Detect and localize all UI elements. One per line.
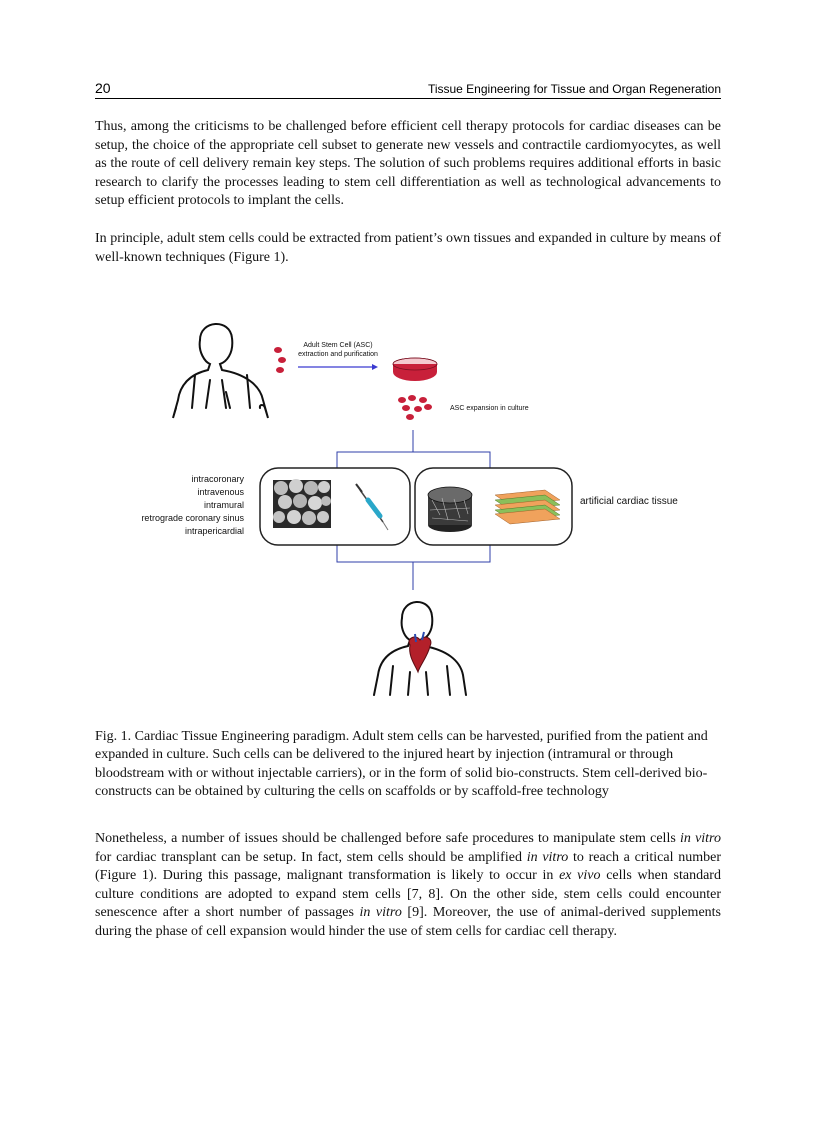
figure-1-diagram bbox=[110, 300, 710, 710]
artificial-tissue-label: artificial cardiac tissue bbox=[580, 496, 678, 507]
page-number: 20 bbox=[95, 80, 111, 96]
route-label: retrograde coronary sinus bbox=[141, 513, 244, 523]
syringe-icon bbox=[356, 484, 388, 530]
italic-term: in vitro bbox=[526, 849, 569, 865]
extracted-cells bbox=[274, 347, 286, 373]
italic-term: in vitro bbox=[679, 831, 721, 846]
extraction-label-2: extraction and purification bbox=[298, 351, 378, 358]
running-title: Tissue Engineering for Tissue and Organ Regeneration bbox=[427, 82, 721, 96]
body-paragraph-2: In principle, adult stem cells could be extracted from patient’s own tissues and expanded in culture by means of well-known techniques (Figure 1). bbox=[95, 231, 721, 265]
cell bbox=[276, 367, 284, 373]
text-run: for cardiac transplant can be setup. In fact, stem cells should be amplified bbox=[95, 849, 527, 865]
extraction-arrowhead bbox=[372, 364, 378, 370]
italic-term: in vitro bbox=[359, 905, 402, 921]
text-run: to reach a critical number (Figure 1). During this passage, malignant transformation is likely to occur in bbox=[95, 849, 722, 884]
cell bbox=[274, 347, 282, 353]
layered-tissue-icon bbox=[495, 490, 560, 524]
body-paragraph-3 bbox=[95, 830, 721, 942]
delivery-routes bbox=[141, 474, 244, 536]
page-header bbox=[95, 80, 721, 99]
route-label: intracoronary bbox=[191, 474, 244, 484]
italic-term: ex vivo bbox=[559, 868, 601, 884]
route-label: intramural bbox=[203, 500, 244, 510]
microspheres-icon bbox=[273, 479, 331, 528]
expansion-label: ASC expansion in culture bbox=[450, 405, 529, 412]
text-run: cells when standard culture conditions are adopted to expand stem cells [7, 8]. On the other side, stem cells could encounter senescence after a short number of passages bbox=[95, 868, 721, 921]
body-paragraph-1: Thus, among the criticisms to be challenged before efficient cell therapy protocols for cardiac diseases can be setup, the choice of the appropriate cell subset to generate new vessels and contractile cardiomyocytes, as well as the route of cell delivery remain key steps. The solution of such problems requires additional efforts in basic research to clarify the processes leading to stem cell differentiation as well as technological advancements to setup efficient protocols to implant the cells. bbox=[95, 119, 721, 209]
extraction-label-1: Adult Stem Cell (ASC) bbox=[303, 342, 373, 349]
figure-caption: Fig. 1. Cardiac Tissue Engineering paradigm. Adult stem cells can be harvested, purified from the patient and expanded in culture. Such cells can be delivered to the injured heart by injection (intramural or through bloodstream with or without injectable carriers), or in the form of solid bio-constructs. Stem cell-derived bio-constructs can be obtained by culturing the cells on scaffolds or by scaffold-free technology bbox=[95, 729, 708, 800]
route-label: intrapericardial bbox=[184, 526, 244, 536]
text-run: [9]. Moreover, the use of animal-derived supplements during the phase of cell expansion would hinder the use of stem cells for cardiac cell therapy. bbox=[95, 905, 722, 939]
scaffold-icon bbox=[428, 487, 472, 532]
cell bbox=[278, 357, 286, 363]
figure-1 bbox=[110, 300, 710, 710]
heart-icon bbox=[409, 632, 431, 672]
culture-dish-icon bbox=[393, 358, 437, 381]
patient-silhouette-top bbox=[173, 324, 268, 418]
route-label: intravenous bbox=[197, 487, 244, 497]
expanded-cells bbox=[398, 395, 432, 420]
text-run: Nonetheless, a number of issues should be challenged before safe procedures to manipulate stem cells bbox=[95, 831, 680, 846]
